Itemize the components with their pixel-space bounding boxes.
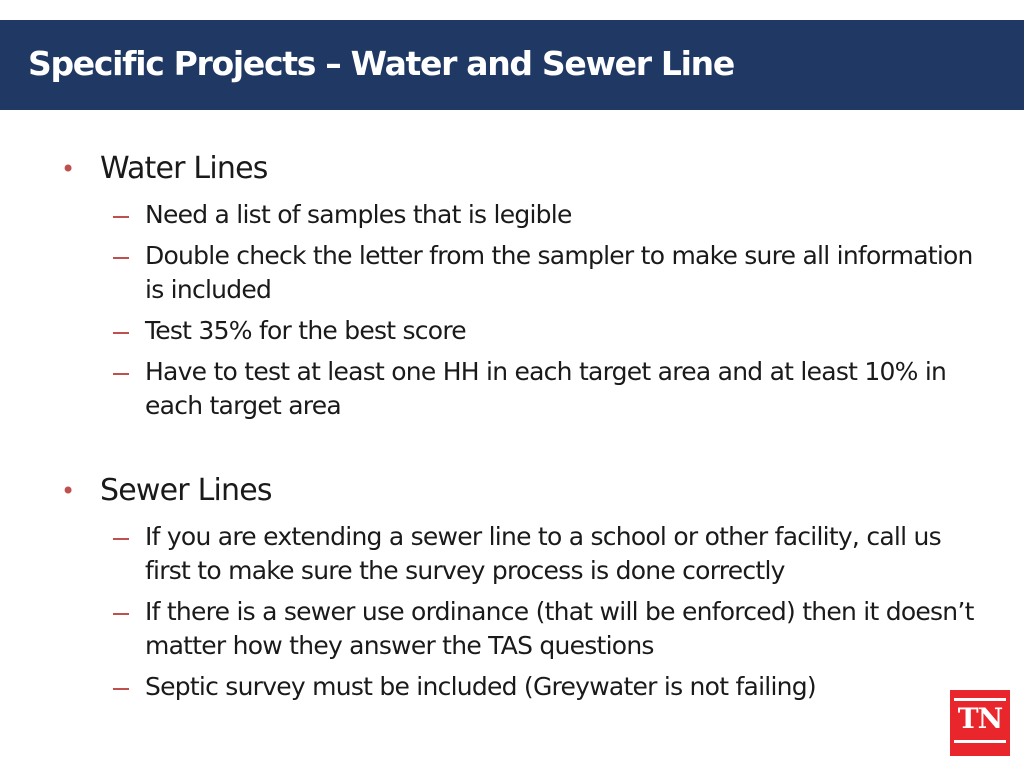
bullet-icon: • [61,477,76,505]
water-item: Have to test at least one HH in each target area and at least 10% in each target area [145,357,947,420]
water-item: Double check the letter from the sampler to make sure all information is included [145,241,973,304]
dash-icon [113,257,129,259]
bullet-icon: • [61,155,76,183]
sewer-item: If you are extending a sewer line to a school or other facility, call us first to make sure the survey process is done correctly [145,522,941,585]
dash-icon [113,332,129,334]
dash-icon [113,538,129,540]
sewer-lines-heading: Sewer Lines [100,473,272,508]
dash-icon [113,373,129,375]
water-lines-heading: Water Lines [100,151,268,186]
sewer-item: If there is a sewer use ordinance (that will be enforced) then it doesn’t matter how they answer the TAS questions [145,597,974,660]
water-item: Test 35% for the best score [145,316,466,345]
logo-top-line [954,698,1006,701]
sewer-item: Septic survey must be included (Greywater is not failing) [145,672,816,701]
tn-logo-text: TN [957,702,1003,735]
slide-title: Specific Projects – Water and Sewer Line [28,44,734,83]
tn-logo [950,690,1010,756]
water-item: Need a list of samples that is legible [145,200,572,229]
dash-icon [113,216,129,218]
dash-icon [113,613,129,615]
logo-bottom-line [954,740,1006,743]
dash-icon [113,688,129,690]
